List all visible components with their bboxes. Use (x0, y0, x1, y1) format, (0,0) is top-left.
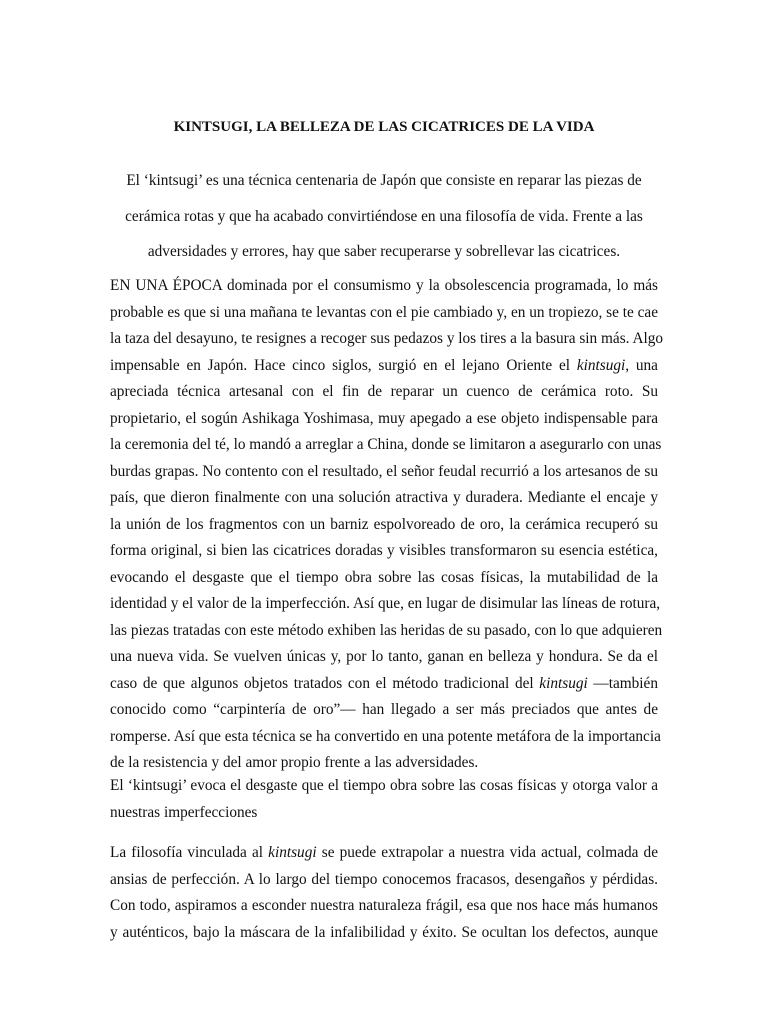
italic-term: kintsugi (268, 844, 317, 861)
italic-term: kintsugi (539, 674, 588, 692)
text-line (110, 840, 658, 867)
text-run: impensable en Japón. Hace cinco siglos, surgió en el lejano Oriente el (110, 356, 577, 374)
text-line (110, 353, 658, 380)
text-line: y auténticos, bajo la máscara de la infalibilidad y éxito. Se ocultan los defectos, aunque (110, 923, 658, 941)
document-title: KINTSUGI, LA BELLEZA DE LAS CICATRICES DE LA VIDA (173, 119, 595, 135)
text-line: país, que dieron finalmente con una solución atractiva y duradera. Mediante el encaje y (110, 489, 658, 506)
text-line: Con todo, aspiramos a esconder nuestra naturaleza frágil, esa que nos hace más humanos (110, 897, 658, 914)
body-paragraph-3 (110, 840, 658, 946)
text-line: conocido como “carpintería de oro”— han llegado a ser más preciados que antes de (110, 701, 658, 718)
lede-line: El ‘kintsugi’ es una técnica centenaria de Japón que consiste en reparar las piezas de (126, 172, 642, 189)
text-run: , una (625, 356, 658, 374)
text-line (110, 671, 658, 698)
text-line: la ceremonia del té, lo mandó a arreglar a China, donde se limitaron a asegurarlo con unas (110, 436, 662, 453)
text-line: de la resistencia y del amor propio frente a las adversidades. (110, 754, 479, 771)
text-line: identidad y el valor de la imperfección. Así que, en lugar de disimular las líneas de rotura, (110, 595, 661, 612)
text-run: se puede extrapolar a nuestra vida actual, colmada de (316, 844, 658, 861)
italic-term: kintsugi (576, 356, 626, 374)
text-run: —también (587, 674, 658, 692)
text-line: evocando el desgaste que el tiempo obra sobre las cosas físicas, la mutabilidad de la (110, 568, 658, 586)
body-paragraph-1 (110, 273, 664, 777)
text-line: una nueva vida. Se vuelven únicas y, por lo tanto, ganan en belleza y hondura. Se da el (110, 648, 658, 665)
pull-quote-paragraph (110, 773, 658, 826)
text-line: ansias de perfección. A lo largo del tiempo conocemos fracasos, desengaños y pérdidas. (110, 870, 658, 888)
text-line: El ‘kintsugi’ evoca el desgaste que el tiempo obra sobre las cosas físicas y otorga valor a (110, 777, 658, 794)
text-line: forma original, si bien las cicatrices doradas y visibles transformaron su esencia estética, (110, 542, 658, 559)
text-line: EN UNA ÉPOCA dominada por el consumismo y la obsolescencia programada, lo más (110, 277, 658, 294)
text-line: las piezas tratadas con este método exhiben las heridas de su pasado, con lo que adquieren (110, 621, 663, 639)
text-line: apreciada técnica artesanal con el fin de reparar un cuenco de cerámica roto. Su (110, 383, 658, 400)
lede-paragraph (110, 163, 658, 270)
lede-line: adversidades y errores, hay que saber recuperarse y sobrellevar las cicatrices. (147, 243, 621, 260)
text-line: la unión de los fragmentos con un barniz espolvoreado de oro, la cerámica recuperó su (110, 515, 658, 533)
text-run: caso de que algunos objetos tratados con el método tradicional del (110, 674, 540, 692)
lede-line: cerámica rotas y que ha acabado convirtiéndose en una filosofía de vida. Frente a las (125, 207, 643, 225)
text-line: romperse. Así que esta técnica se ha convertido en una potente metáfora de la importancia (110, 727, 661, 745)
text-run: La filosofía vinculada al (110, 844, 269, 861)
text-line: burdas grapas. No contento con el resultado, el señor feudal recurrió a los artesanos de su (110, 462, 658, 480)
text-line: nuestras imperfecciones (110, 803, 258, 821)
text-line: la taza del desayuno, te resignes a recoger sus pedazos y los tires a la basura sin más. Algo (110, 330, 664, 347)
text-line: propietario, el sogún Ashikaga Yoshimasa, muy apegado a ese objeto indispensable para (110, 409, 658, 427)
text-line: probable es que si una mañana te levantas con el pie cambiado y, en un tropiezo, se te cae (110, 303, 658, 321)
